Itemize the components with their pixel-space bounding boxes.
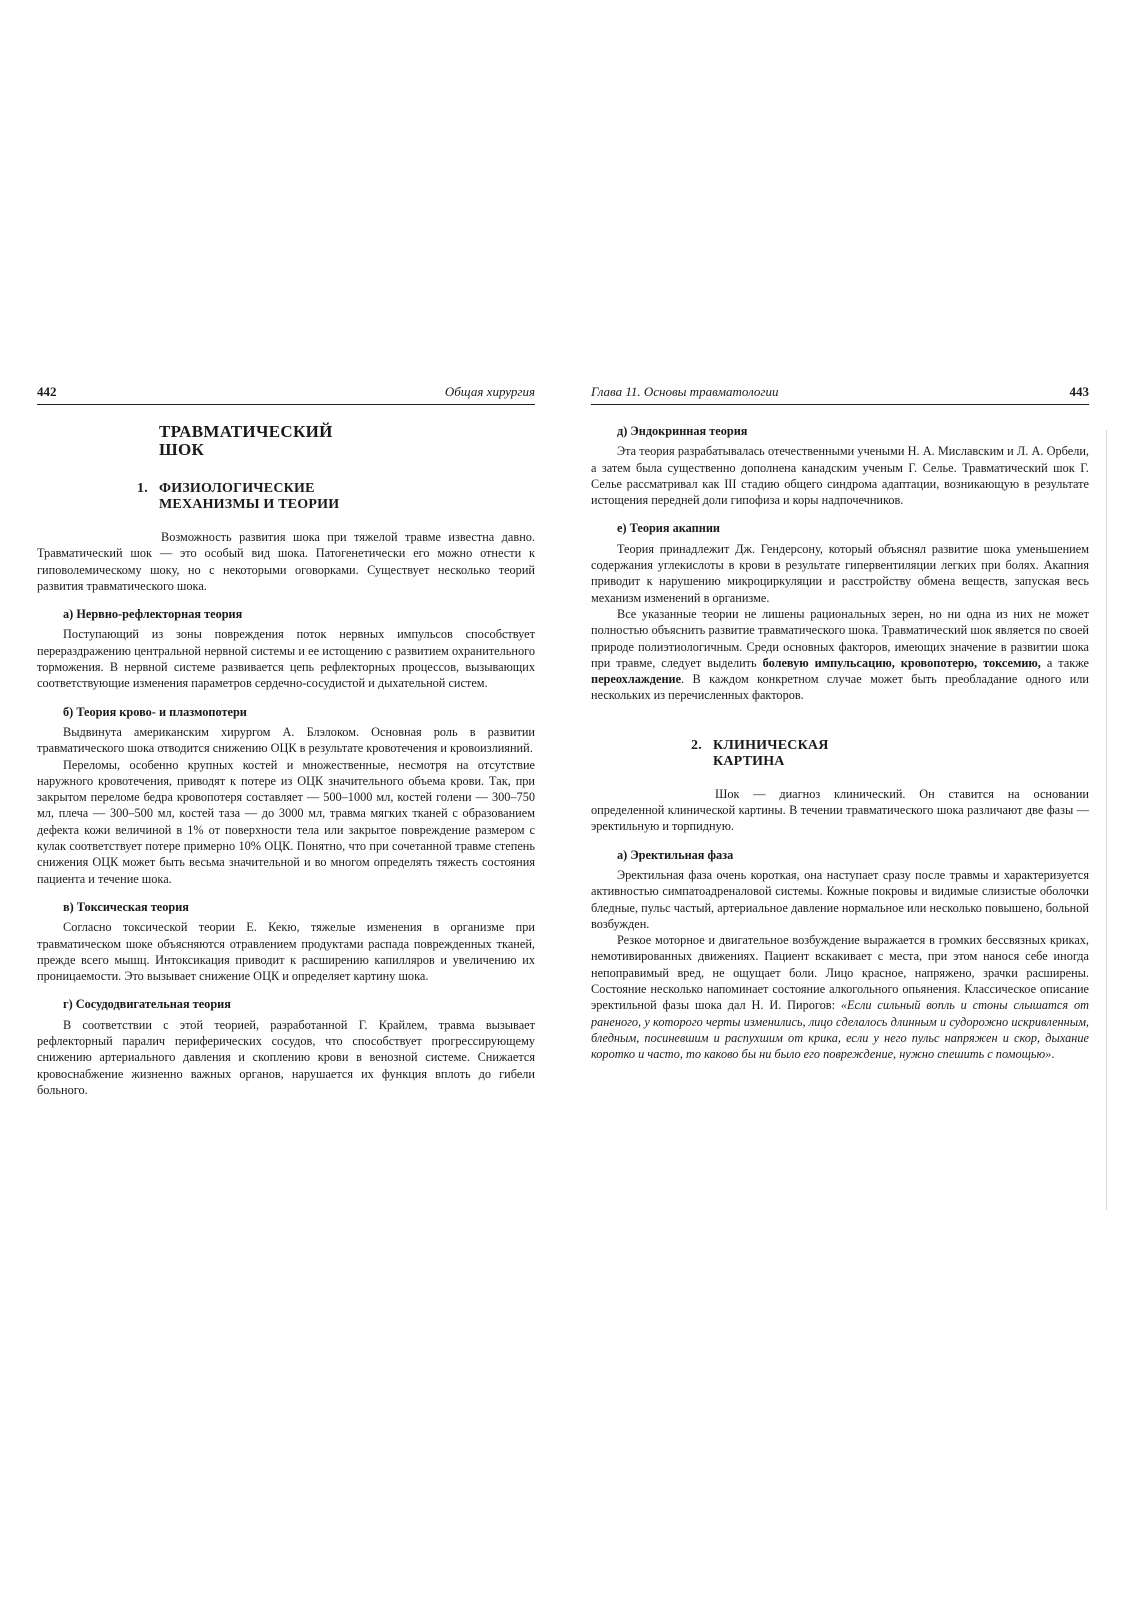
paragraph-e: Теория принадлежит Дж. Гендерсону, который объяснял развитие шока уменьшением содержания углекислоты в крови в результате гипервентиляции легких при болях. Акапния приводит к нарушению микроциркуляции и расстройству обмена веществ, запуская весь механизм изменений в организме. [591,541,1089,605]
section-number: 1. [137,481,148,496]
section-heading-2 [691,738,1089,770]
summary-text-3: . В каждом конкретном случае может быть преобладание одного или нескольких из перечисленных факторов. [591,672,1089,703]
subheading-a: а) Нервно-рефлекторная теория [63,607,243,622]
paragraph-erectile-2 [591,932,1089,1062]
section-number: 2. [691,737,702,753]
paragraph-erectile-1: Эректильная фаза очень короткая, она наступает сразу после травмы и характеризуется активностью симпатоадреналовой системы. Кожные покровы и видимые слизистые оболочки бледные, пульс частый, артериальное давление нормальное или несколько повышено, больной возбужден. [591,867,1089,931]
paragraph-d: Эта теория разрабатывалась отечественными учеными Н. А. Миславским и Л. А. Орбели, а затем была существенно дополнена канадским ученым Г. Селье. Травматический шок Г. Селье рассматривал как III стадию общего синдрома адаптации, возникающую в результате истощения передней доли гипофиза и коры надпочечников. [591,444,1089,508]
chapter-title-line-2: ШОК [159,440,205,459]
intro-paragraph: Возможность развития шока при тяжелой травме известна давно. Травматический шок — это особый вид шока. Патогенетически его можно отнести к гиповолемическому шоку, но с некоторыми оговорками. Существует несколько теорий развития травматического шока. [37,530,535,593]
subheading-g: г) Сосудодвигательная теория [63,997,231,1012]
paragraph-b2: Переломы, особенно крупных костей и множественные, несмотря на отсутствие наружного кровотечения, приводят к потере из ОЦК значительного объема крови. Так, при закрытом переломе бедра кровопотеря составляет — 500–1000 мл, костей голени — 300–750 мл, плеча — 300–500 мл, костей таза — до 3000 мл, травма мягких тканей с образованием дефекта кожи величиной в 1% от поверхности тела или закрытое повреждение размером с кулак соответствует потере примерно 10% ОЦК. Понятно, что при сочетанной травме степень снижения ОЦК может быть весьма значительной и во многом определять тяжесть состояния пациента и течение шока. [37,757,535,886]
paragraph-b1: Выдвинута американским хирургом А. Блэлоком. Основная роль в развитии травматического шока отводится снижению ОЦК в результате кровотечения и кровоизлияний. [37,724,535,756]
right-running-header [591,384,1089,405]
paragraph-a: Поступающий из зоны повреждения поток нервных импульсов способствует перераздражению центральной нервной системы и ее истощению с развитием охранительного торможения. В нервной системе развивается цепь рефлекторных процессов, вызывающих соответствующие изменения параметров сердечно-сосудистой и дыхательной систем. [37,627,535,691]
left-page-number: 442 [37,384,57,399]
left-running-header [37,384,535,405]
section2-intro: Шок — диагноз клинический. Он ставится на основании определенной клинической картины. В течении травматического шока различают две фазы — эректильную и торпидную. [591,786,1089,834]
pirogov-quote: «Если сильный вопль и стоны слышатся от раненого, у которого черты изменились, лицо сделалось длинным и судорожно искривленным, бледным, посиневшим и распухшим от крика, если у него пульс напряжен и скор, дыхание коротко и часто, то каково бы ни было его повреждение, нужно спешить с помощью» [591,998,1089,1062]
chapter-title-line-1: ТРАВМАТИЧЕСКИЙ [159,422,333,441]
subheading-b: б) Теория крово- и плазмопотери [63,704,247,719]
summary-paragraph [591,606,1089,704]
section-title: КЛИНИЧЕСКАЯ КАРТИНА [713,737,829,769]
erectile-end: . [1051,1047,1055,1062]
subheading-erectile: а) Эректильная фаза [617,847,734,862]
chapter-title [159,423,535,459]
subheading-e: е) Теория акапнии [617,521,720,536]
erectile-text: Резкое моторное и двигательное возбуждение выражается в громких бессвязных криках, немотивированных движениях. Пациент вскакивает с места, при этом нанося себе иногда непоправимый вред, не ощущает боли. Лицо красное, напряжено, зрачки расширены. Состояние несколько напоминает состояние алкогольного опьянения. Классическое описание эректильной фазы шока дал Н. И. Пирогов: [591,933,1089,1013]
right-page [591,384,1089,1063]
paragraph-g: В соответствии с этой теорией, разработанной Г. Крайлем, травма вызывает рефлекторный паралич периферических сосудов, что способствует прогрессирующему снижению артериального давления и скоплению крови в венозной системе. Снижается кровоснабжение жизненно важных органов, нарушается их функция вплоть до гибели больного. [37,1017,535,1097]
subheading-v: в) Токсическая теория [63,899,189,914]
summary-text-2: а также [1040,655,1089,670]
right-page-number: 443 [1069,384,1089,399]
summary-bold-2: переохлаждение [591,672,682,687]
summary-bold-1: болевую импульсацию, кровопотерю, токсемию, [762,655,1041,670]
right-running-title: Глава 11. Основы травматологии [591,384,779,399]
left-running-title: Общая хирургия [444,384,535,399]
summary-text-1: Все указанные теории не лишены рациональных зерен, но ни одна из них не может полностью объяснить развитие травматического шока. Травматический шок является по своей природе полиэтиологичным. Среди основных факторов, имеющих значение в развитии шока при травме, следует выделить [591,606,1089,670]
section-heading-1 [137,481,535,513]
left-page [37,384,535,1098]
scan-edge-line [1106,430,1107,1210]
section-title: ФИЗИОЛОГИЧЕСКИЕ МЕХАНИЗМЫ И ТЕОРИИ [159,481,340,512]
paragraph-v: Согласно токсической теории Е. Кекю, тяжелые изменения в организме при травматическом шоке объясняются отравлением продуктами распада поврежденных тканей, прежде всего мышц. Интоксикация приводит к расширению капилляров и увеличению их проницаемости. Это вызывает снижение ОЦК и определяет картину шока. [37,920,535,984]
subheading-d: д) Эндокринная теория [617,424,748,438]
